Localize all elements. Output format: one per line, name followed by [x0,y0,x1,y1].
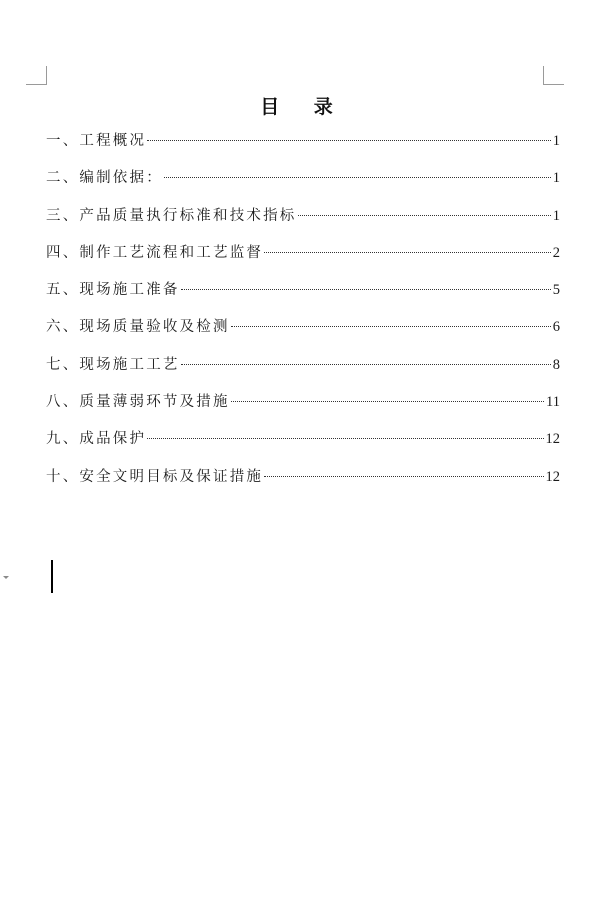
toc-entry-10[interactable] [46,462,560,499]
toc-entry-label: 六、现场质量验收及检测 [46,319,230,336]
toc-leader-dots [181,289,551,290]
toc-entry-label: 九、成品保护 [46,431,147,448]
toc-leader-dots [264,476,543,477]
toc-entry-page-number: 2 [552,244,560,261]
crop-mark-top-right [543,66,564,85]
crop-mark-top-left [26,66,47,85]
toc-leader-dots [231,326,551,327]
paragraph-marker-icon [3,576,9,579]
toc-entry-3[interactable] [46,201,560,238]
toc-entry-page-number: 12 [545,468,560,485]
toc-entry-page-number: 1 [552,133,560,149]
toc-entry-page-number: 12 [545,431,560,448]
toc-leader-dots [164,177,551,178]
toc-entry-page-number: 6 [552,319,560,336]
toc-entry-page-number: 1 [552,207,560,224]
toc-entry-page-number: 5 [552,282,560,299]
toc-entry-2[interactable] [46,163,560,200]
text-cursor [51,560,53,593]
table-of-contents [46,126,560,499]
toc-leader-dots [147,438,543,439]
toc-entry-1[interactable] [46,126,560,163]
toc-leader-dots [181,364,551,365]
toc-entry-4[interactable] [46,238,560,275]
toc-entry-9[interactable] [46,424,560,461]
toc-entry-7[interactable] [46,350,560,387]
toc-entry-page-number: 1 [552,170,560,187]
toc-entry-label: 十、安全文明目标及保证措施 [46,468,264,485]
toc-title: 目 录 [260,96,347,118]
toc-leader-dots [147,140,551,141]
toc-entry-label: 五、现场施工准备 [46,282,180,299]
toc-entry-label: 八、质量薄弱环节及措施 [46,394,230,411]
toc-entry-label: 一、工程概况 [46,133,147,149]
toc-entry-label: 四、制作工艺流程和工艺监督 [46,244,264,261]
toc-entry-label: 二、编制依据： [46,170,163,187]
toc-leader-dots [231,401,544,402]
toc-entry-page-number: 8 [552,356,560,373]
toc-entry-5[interactable] [46,275,560,312]
toc-entry-6[interactable] [46,312,560,349]
toc-entry-label: 三、产品质量执行标准和技术指标 [46,207,297,224]
toc-entry-label: 七、现场施工工艺 [46,356,180,373]
toc-entry-page-number: 11 [546,394,560,411]
toc-leader-dots [298,215,551,216]
toc-leader-dots [264,252,551,253]
toc-entry-8[interactable] [46,387,560,424]
